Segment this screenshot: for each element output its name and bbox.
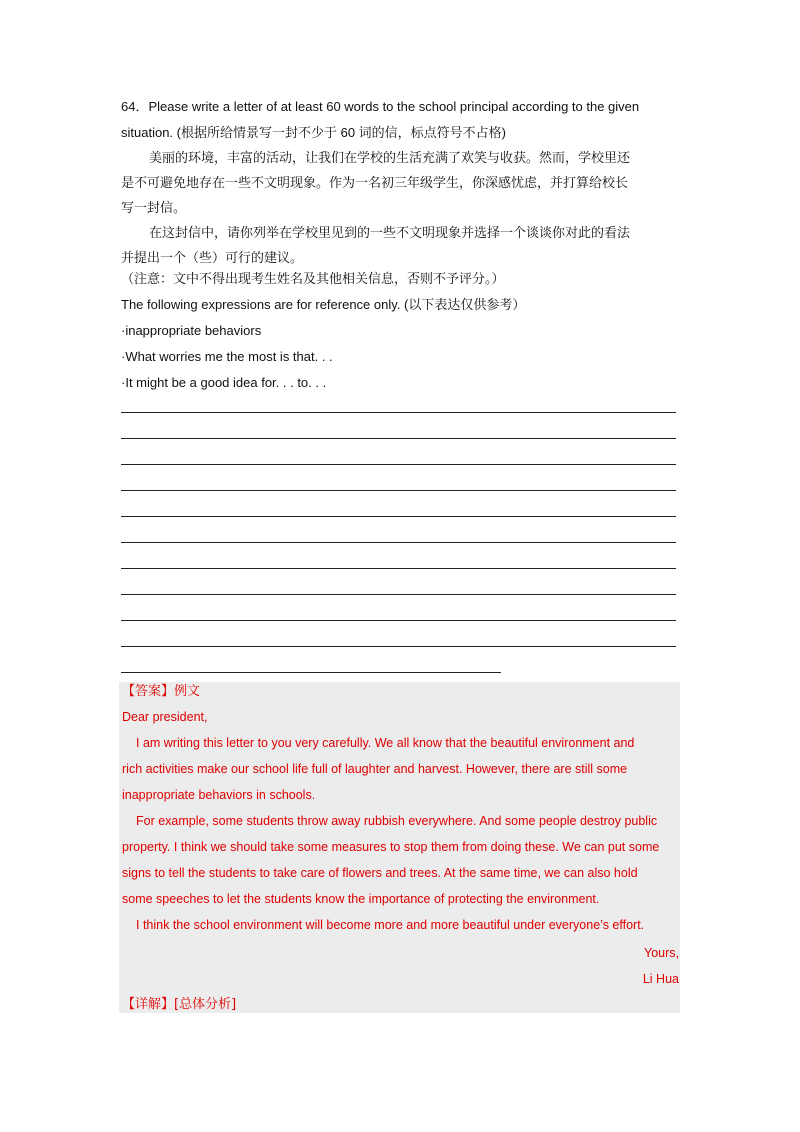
detail-header: 【详解】[总体分析]	[122, 997, 237, 1012]
writing-line	[121, 412, 676, 413]
answer-line: inappropriate behaviors in schools.	[122, 788, 316, 802]
writing-line	[121, 620, 676, 621]
expression-item: ·It might be a good idea for. . . to. . .	[121, 375, 327, 390]
answer-line: I am writing this letter to you very carefully. We all know that the beautiful environment and	[136, 736, 635, 750]
reference-intro: The following expressions are for reference only. (以下表达仅供参考）	[121, 297, 526, 312]
writing-line	[121, 542, 676, 543]
answer-line: signs to tell the students to take care of flowers and trees. At the same time, we can also hold	[122, 866, 638, 880]
answer-line: some speeches to let the students know the importance of protecting the environment.	[122, 892, 600, 906]
answer-header: 【答案】例文	[122, 684, 201, 699]
answer-signature: Li Hua	[642, 972, 679, 986]
writing-line	[121, 438, 676, 439]
expression-item: ·What worries me the most is that. . .	[121, 349, 333, 364]
answer-line: For example, some students throw away rubbish everywhere. And some people destroy public	[136, 814, 658, 828]
task-line-2: 并提出一个（些）可行的建议。	[121, 251, 304, 266]
task-line-1: 在这封信中，请你列举在学校里见到的一些不文明现象并选择一个谈谈你对此的看法	[149, 226, 631, 241]
writing-line	[121, 464, 676, 465]
writing-line	[121, 594, 676, 595]
writing-line	[121, 516, 676, 517]
note-line: （注意：文中不得出现考生姓名及其他相关信息，否则不予评分。）	[121, 272, 505, 287]
answer-line: rich activities make our school life full of laughter and harvest. However, there are still some	[122, 762, 628, 776]
writing-line	[121, 646, 676, 647]
answer-salutation: Dear president,	[122, 710, 208, 724]
scenario-line-2: 是不可避免地存在一些不文明现象。作为一名初三年级学生，你深感忧虑，并打算给校长	[121, 176, 629, 191]
scenario-line-3: 写一封信。	[121, 201, 187, 216]
writing-line	[121, 568, 676, 569]
expression-item: ·inappropriate behaviors	[121, 323, 262, 338]
answer-line: I think the school environment will become more and more beautiful under everyone’s effort.	[136, 918, 645, 932]
writing-line	[121, 672, 501, 673]
answer-line: property. I think we should take some measures to stop them from doing these. We can put some	[122, 840, 660, 854]
question-line-1: 64．Please write a letter of at least 60 words to the school principal according to the given	[121, 99, 640, 114]
answer-closing: Yours,	[644, 946, 679, 960]
writing-line	[121, 490, 676, 491]
question-line-2: situation. (根据所给情景写一封不少于 60 词的信，标点符号不占格)	[121, 125, 506, 140]
scenario-line-1: 美丽的环境，丰富的活动，让我们在学校的生活充满了欢笑与收获。然而，学校里还	[149, 151, 631, 166]
